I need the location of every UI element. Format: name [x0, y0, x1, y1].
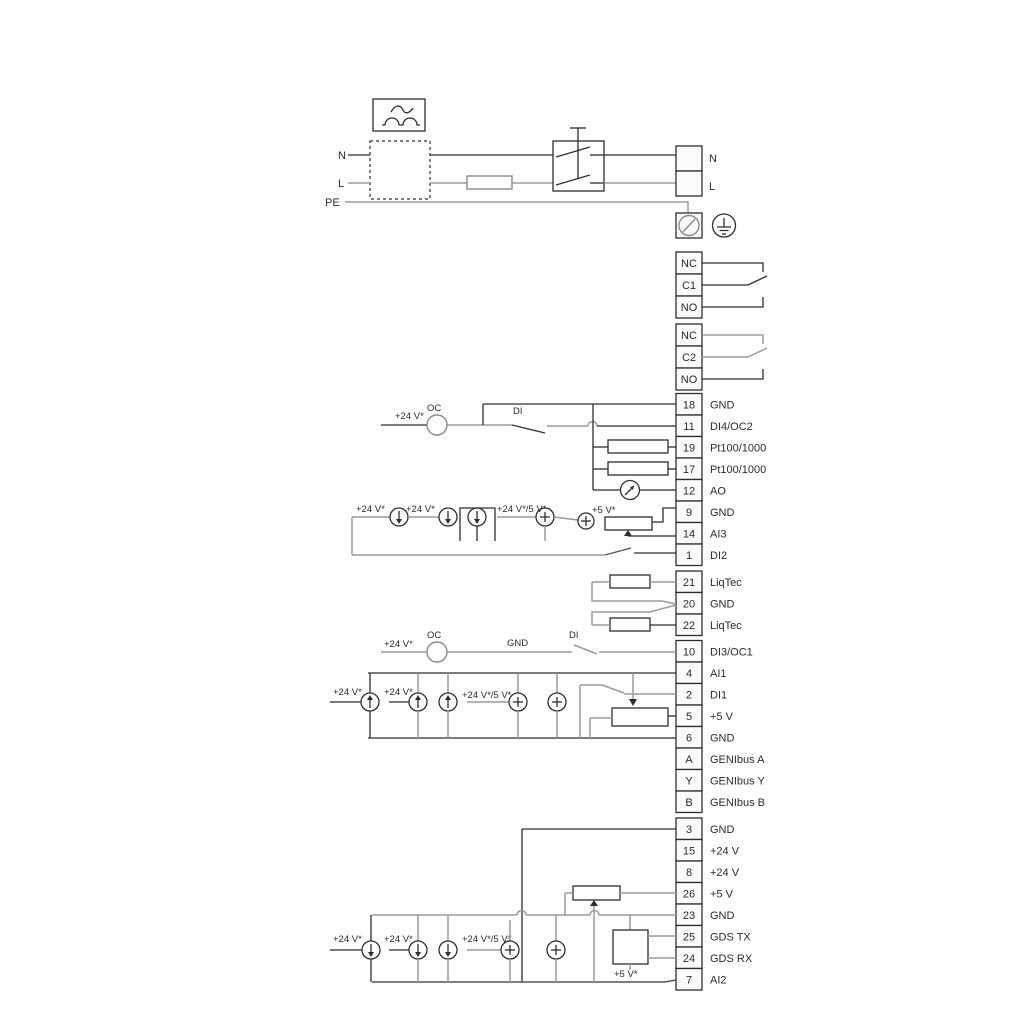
terminal-row	[676, 818, 735, 840]
svg-text:20: 20	[682, 598, 696, 611]
svg-text:17: 17	[682, 464, 696, 476]
section-ai3	[352, 504, 676, 555]
terminal-l	[676, 171, 702, 196]
svg-text:12: 12	[682, 485, 696, 498]
label-di: DI	[513, 406, 523, 417]
mains-section	[325, 99, 736, 238]
label-24v-5v: +24 V*/5 V*	[462, 690, 512, 701]
analog-output-meter-icon	[593, 481, 676, 500]
current-source-down-icon	[409, 915, 427, 982]
svg-text:2: 2	[685, 689, 693, 702]
svg-text:25: 25	[682, 931, 696, 944]
label-5v: +5 V*	[614, 969, 638, 980]
terminal-row	[676, 883, 734, 905]
svg-text:+5 V: +5 V	[710, 888, 733, 901]
svg-text:GENIbus Y: GENIbus Y	[710, 775, 765, 788]
label-24v-5v: +24 V*/5 V*	[497, 504, 547, 515]
svg-text:7: 7	[685, 974, 693, 987]
wave-icon	[382, 118, 420, 125]
terminal-row	[676, 926, 751, 948]
svg-text:Pt100/1000: Pt100/1000	[710, 442, 767, 455]
svg-text:Pt100/1000: Pt100/1000	[710, 464, 767, 476]
svg-text:A: A	[685, 754, 693, 766]
relay1-no: NO	[680, 302, 698, 314]
label-24v: +24 V*	[333, 934, 362, 945]
terminal-row	[676, 501, 735, 523]
svg-text:4: 4	[685, 668, 693, 680]
filter-box	[370, 141, 430, 199]
label-pe: PE	[325, 197, 340, 209]
label-l-right: L	[709, 181, 716, 193]
svg-text:GND: GND	[710, 732, 735, 745]
potentiometer	[605, 508, 676, 536]
svg-text:AI1: AI1	[710, 668, 727, 680]
section-oc1	[381, 630, 676, 662]
svg-text:GND: GND	[710, 399, 735, 412]
svg-text:15: 15	[682, 845, 696, 858]
terminal-row	[676, 748, 765, 770]
svg-text:5: 5	[685, 711, 693, 723]
terminal-row	[676, 861, 740, 883]
svg-text:GDS TX: GDS TX	[710, 931, 751, 944]
oc-sensor-icon	[427, 415, 447, 435]
earth-ground-icon	[713, 214, 736, 237]
label-24v: +24 V*	[384, 687, 413, 698]
pt100-sensor	[593, 462, 676, 475]
svg-text:GND: GND	[710, 824, 735, 836]
svg-text:DI4/OC2: DI4/OC2	[710, 421, 753, 433]
di2-switch	[605, 548, 631, 555]
relay1-contact	[748, 276, 767, 285]
terminal-row	[676, 394, 735, 416]
wire-pe	[345, 202, 688, 213]
label-24v: +24 V*	[395, 411, 424, 422]
svg-text:GND: GND	[710, 910, 735, 922]
pt100-sensor	[593, 440, 676, 453]
label-24v-5v: +24 V*/5 V*	[462, 934, 512, 945]
wiper-arrow-icon	[590, 900, 598, 906]
voltage-source-icon	[547, 915, 565, 982]
svg-text:1: 1	[685, 550, 693, 562]
relay1-c: C1	[681, 280, 697, 292]
svg-text:GENIbus A: GENIbus A	[710, 754, 765, 766]
earth-terminal	[676, 213, 702, 238]
svg-text:+24 V: +24 V	[710, 845, 740, 858]
svg-text:3: 3	[685, 824, 693, 836]
potentiometer	[590, 673, 676, 738]
current-source-up-icon	[409, 673, 427, 738]
svg-text:8: 8	[685, 867, 693, 879]
terminal-row	[676, 571, 742, 593]
oc-sensor-icon	[427, 642, 447, 662]
label-24v: +24 V*	[356, 504, 385, 515]
current-source-down-icon	[362, 915, 380, 982]
label-l-left: L	[338, 178, 345, 190]
terminal-row	[676, 705, 734, 727]
terminal-row	[676, 947, 753, 969]
relay2-c: C2	[681, 352, 697, 364]
terminal-row	[676, 641, 753, 663]
liqtec-sensor	[592, 605, 676, 631]
relay2-no: NO	[680, 374, 698, 386]
label-24v: +24 V*	[384, 934, 413, 945]
svg-text:26: 26	[682, 888, 696, 901]
terminal-strip	[676, 394, 766, 991]
di-switch	[574, 645, 597, 654]
voltage-source-icon	[548, 673, 566, 738]
voltage-source-icon	[509, 673, 527, 738]
svg-text:11: 11	[683, 421, 695, 433]
label-di: DI	[569, 630, 579, 641]
terminal-row	[676, 969, 727, 991]
svg-text:24: 24	[682, 953, 696, 965]
voltage-source-icon	[501, 920, 519, 982]
terminal-row	[676, 791, 765, 813]
section-ai2-gds	[330, 829, 676, 982]
section-liqtec	[592, 575, 676, 631]
current-source-down-icon	[439, 915, 457, 982]
relay-1	[676, 252, 767, 318]
relay-2	[676, 324, 767, 390]
svg-text:GND: GND	[710, 598, 735, 611]
svg-text:+5 V: +5 V	[710, 711, 733, 723]
svg-text:14: 14	[682, 528, 696, 541]
terminal-row	[676, 840, 740, 862]
svg-text:23: 23	[682, 910, 696, 922]
terminal-row	[676, 544, 727, 566]
switch-blade-l	[556, 175, 590, 185]
switch-blade-n	[556, 147, 590, 157]
svg-text:B: B	[685, 797, 693, 809]
svg-text:GND: GND	[710, 507, 735, 519]
terminal-row	[676, 523, 727, 545]
terminal-row	[676, 458, 766, 480]
section-ai1	[330, 673, 676, 738]
wiper-arrow-icon	[624, 530, 632, 536]
terminal-row	[676, 415, 753, 437]
fuse	[467, 176, 512, 189]
terminal-n	[676, 146, 702, 171]
svg-text:10: 10	[682, 646, 696, 659]
sine-icon	[391, 106, 413, 113]
svg-text:18: 18	[682, 399, 696, 412]
relay2-contact	[748, 348, 767, 357]
mains-symbol-box	[373, 99, 425, 131]
svg-text:LiqTec: LiqTec	[710, 577, 742, 589]
terminal-row	[676, 727, 735, 749]
svg-text:DI2: DI2	[710, 550, 728, 562]
terminal-row	[676, 770, 765, 792]
label-5v: +5 V*	[592, 505, 616, 516]
mains-switch	[553, 128, 604, 191]
terminal-row	[676, 614, 742, 636]
terminal-row	[676, 684, 727, 706]
label-24v: +24 V*	[333, 687, 362, 698]
gds-sensor	[613, 915, 676, 980]
svg-text:22: 22	[682, 620, 696, 632]
svg-text:AI2: AI2	[710, 974, 727, 987]
current-source-up-icon	[439, 673, 457, 738]
svg-text:9: 9	[685, 507, 693, 519]
di1-switch	[580, 685, 676, 738]
svg-text:6: 6	[685, 732, 693, 745]
svg-text:+24 V: +24 V	[710, 867, 740, 879]
label-n-right: N	[709, 153, 717, 165]
label-24v: +24 V*	[406, 504, 435, 515]
svg-text:DI1: DI1	[710, 689, 728, 702]
potentiometer	[565, 886, 676, 982]
label-n-left: N	[338, 150, 346, 162]
label-24v: +24 V*	[384, 639, 413, 650]
svg-text:19: 19	[682, 442, 696, 455]
di-switch	[512, 425, 545, 433]
liqtec-sensor	[592, 575, 676, 604]
terminal-row	[676, 480, 726, 502]
terminal-row	[676, 662, 727, 684]
svg-text:Y: Y	[685, 775, 693, 788]
terminal-row	[676, 904, 735, 926]
section-oc2	[381, 403, 676, 500]
relay2-nc: NC	[681, 330, 697, 342]
svg-text:DI3/OC1: DI3/OC1	[710, 646, 753, 659]
svg-text:21: 21	[682, 577, 696, 589]
svg-text:GENIbus B: GENIbus B	[710, 797, 766, 809]
label-gnd: GND	[507, 638, 529, 649]
wiper-arrow-icon	[629, 699, 637, 706]
svg-text:GDS RX: GDS RX	[710, 953, 753, 965]
label-oc: OC	[427, 630, 442, 641]
terminal-row	[676, 593, 735, 615]
relay1-nc: NC	[681, 258, 697, 270]
current-source-up-icon	[361, 673, 379, 738]
current-source-down-icon	[439, 508, 457, 526]
current-source-down-icon	[468, 508, 486, 541]
terminal-row	[676, 437, 766, 459]
svg-text:LiqTec: LiqTec	[710, 620, 742, 632]
label-oc: OC	[427, 403, 442, 414]
svg-text:AI3: AI3	[710, 528, 727, 541]
svg-text:AO: AO	[710, 485, 726, 498]
